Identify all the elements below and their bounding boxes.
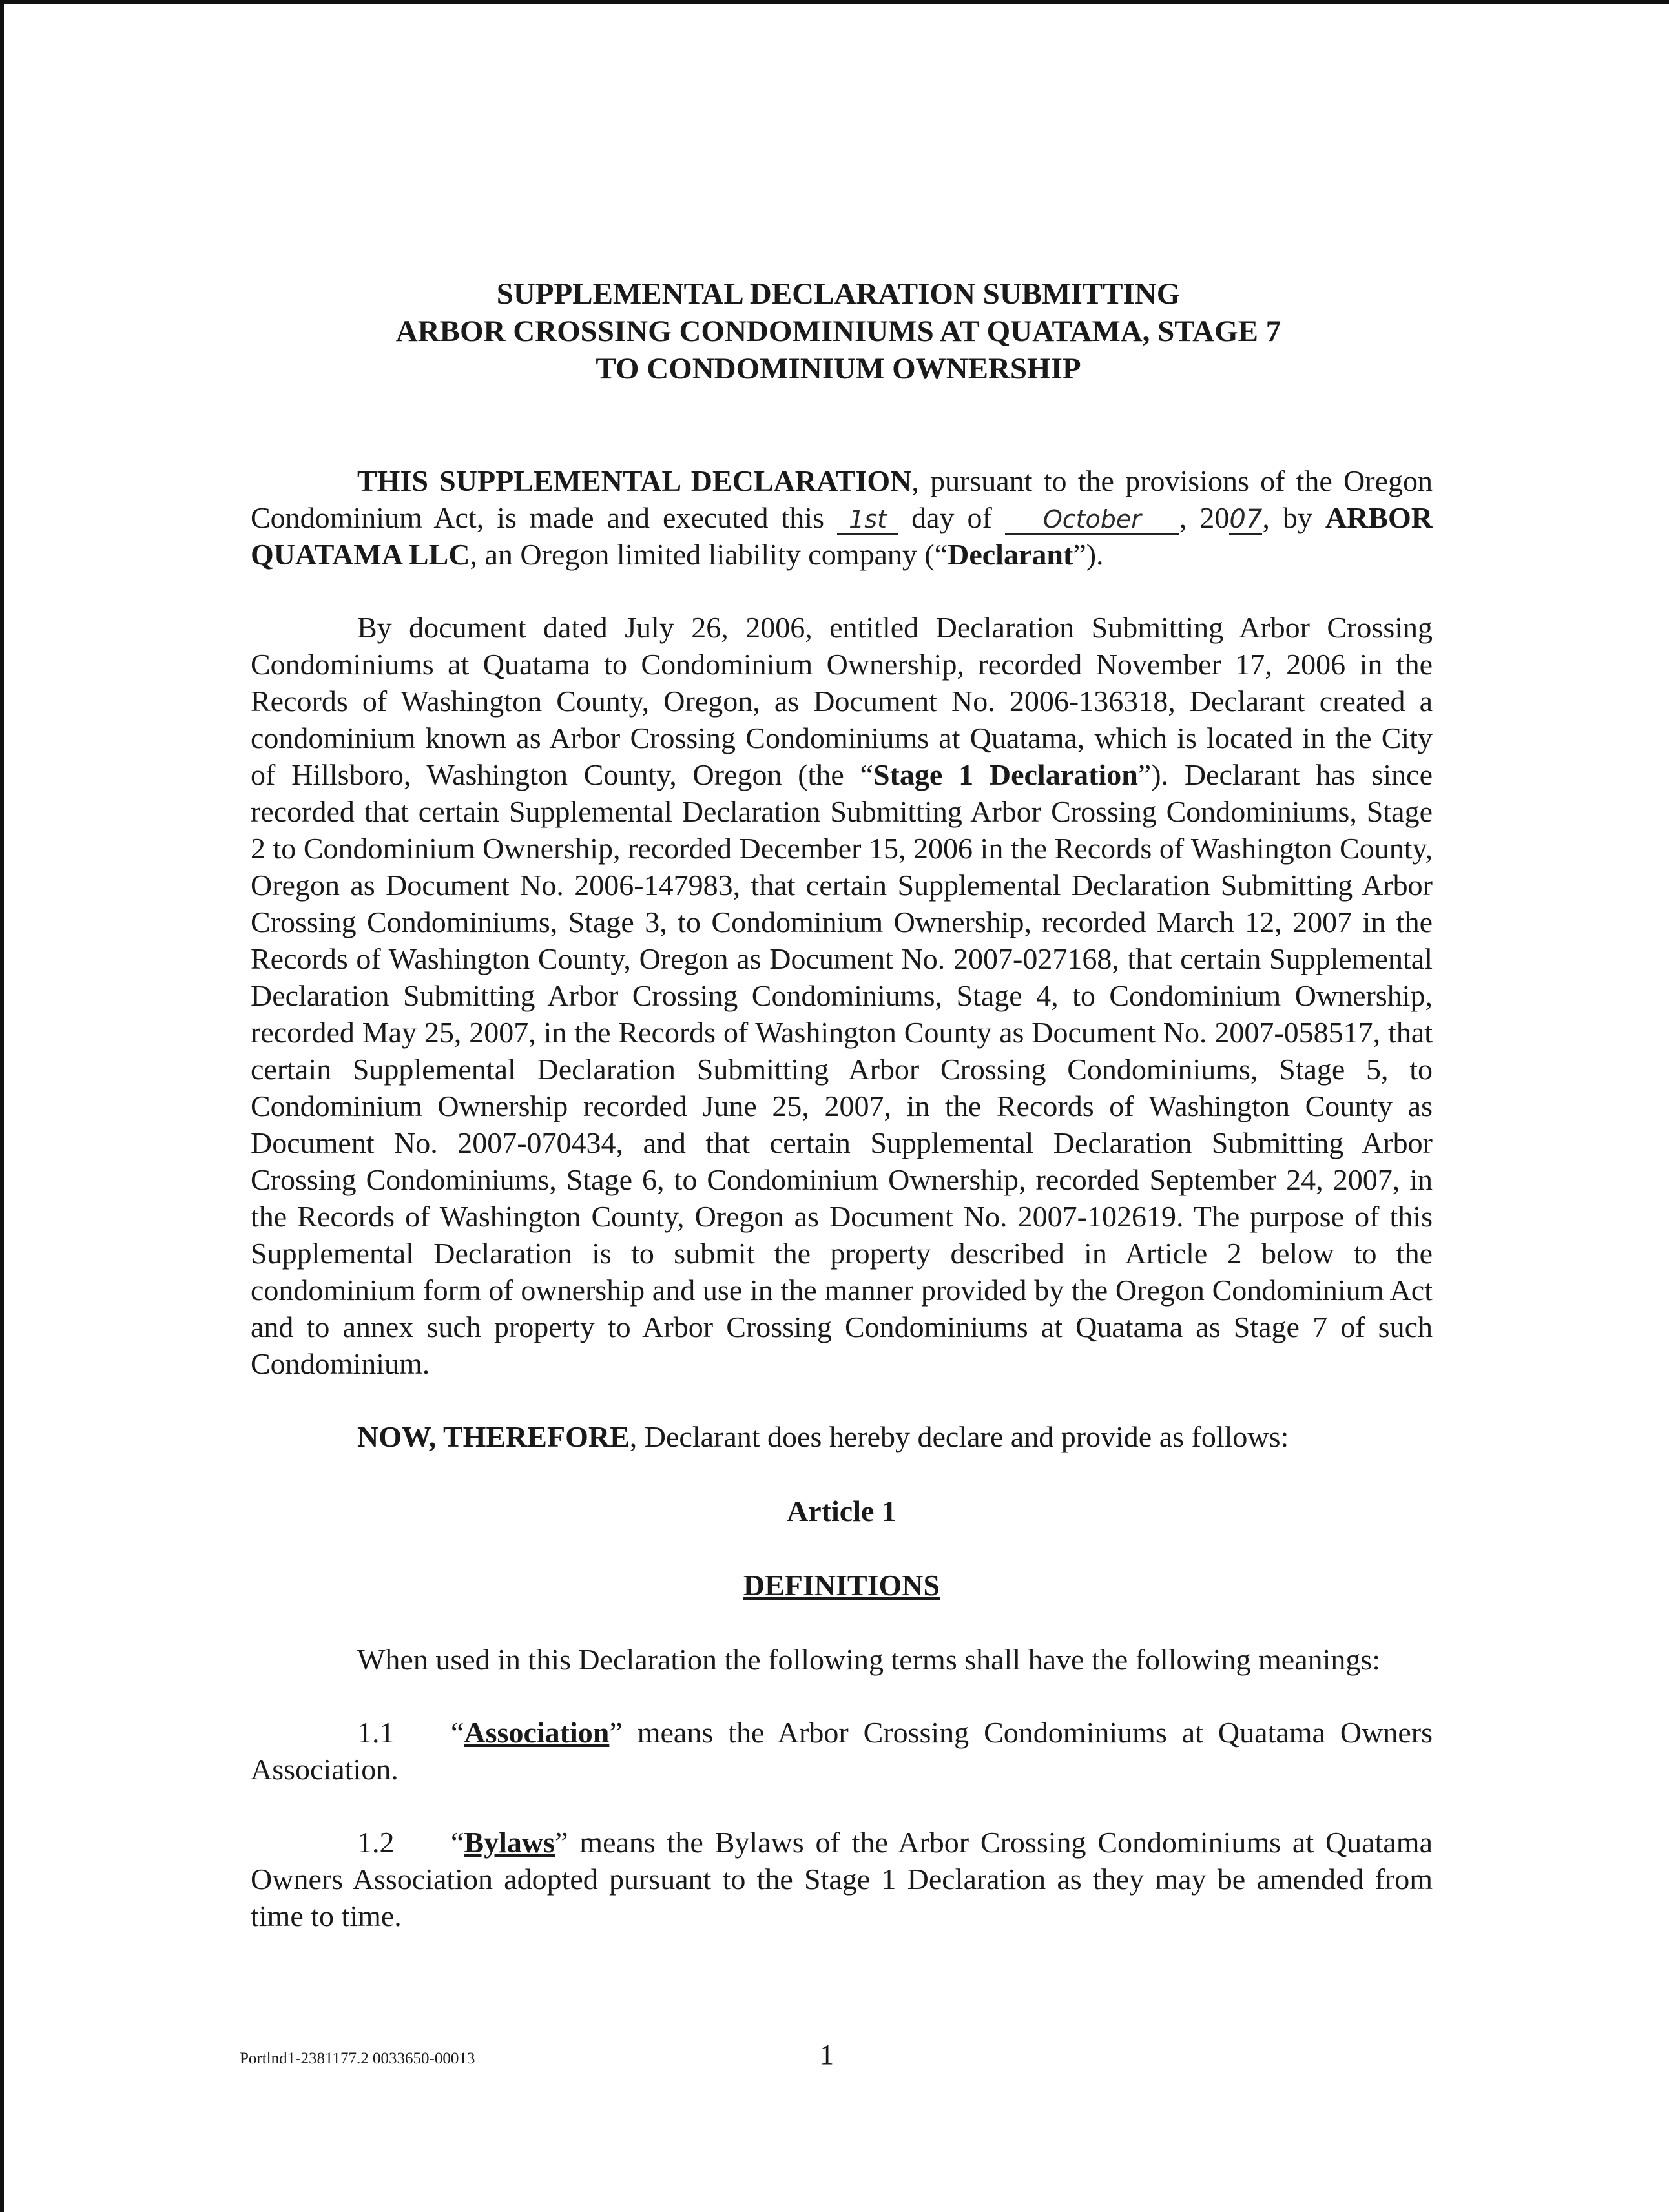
page-number: 1: [820, 2039, 834, 2071]
title-line-1: SUPPLEMENTAL DECLARATION SUBMITTING: [496, 277, 1181, 311]
now-therefore-text: , Declarant does hereby declare and provide as follows:: [629, 1420, 1289, 1453]
intro-text-2: day of: [898, 501, 1005, 534]
definition-number: 1.2: [357, 1826, 395, 1859]
definition-term: Association: [464, 1716, 610, 1749]
intro-text-5: , an Oregon limited liability company (“: [470, 538, 948, 571]
definition-number: 1.1: [357, 1716, 395, 1749]
definition-text: ” means the Arbor Crossing Condominiums at Quatama Owners Association.: [251, 1716, 1433, 1786]
handwritten-day: 1st: [837, 505, 898, 535]
handwritten-year: 07: [1229, 504, 1263, 534]
now-therefore-paragraph: [251, 1418, 1433, 1455]
article-subheading: [251, 1567, 1433, 1604]
footer-doc-id: Portlnd1-2381177.2 0033650-00013: [240, 2050, 475, 2067]
document-title: [4, 275, 1669, 388]
intro-paragraph: [251, 462, 1433, 573]
intro-text-3: , 20: [1179, 501, 1230, 534]
article-heading: Article 1: [787, 1494, 897, 1527]
declarant-term: Declarant: [948, 538, 1073, 571]
intro-text-6: ”).: [1073, 538, 1104, 571]
document-body: [251, 462, 1433, 1934]
declarant-name: ARBOR QUATAMA LLC: [251, 501, 1433, 571]
definition-item: [251, 1714, 1433, 1788]
recital-part-1: By document dated July 26, 2006, entitled Declaration Submitting Arbor Crossing Condominiums at Quatama to Condominium Ownership, recorded November 17, 2006 in the Records of Washington County, Oregon, as Document No. 2006-136318, Declarant created a condominium known as Arbor Crossing Condominiums at Quatama, which is located in the City of Hillsboro, Washington County, Oregon (the “: [251, 611, 1433, 791]
recital-paragraph: [251, 609, 1433, 1382]
definitions-heading: DEFINITIONS: [743, 1569, 940, 1602]
definitions-intro: When used in this Declaration the following terms shall have the following meanings:: [357, 1643, 1381, 1676]
now-therefore-lead: NOW, THEREFORE: [357, 1420, 630, 1453]
intro-text-4: , by: [1262, 501, 1325, 534]
definition-text: ” means the Bylaws of the Arbor Crossing Condominiums at Quatama Owners Association adopted pursuant to the Stage 1 Declaration as they may be amended from time to time.: [251, 1826, 1433, 1932]
open-quote: “: [451, 1716, 464, 1749]
handwritten-month: October: [1005, 505, 1179, 535]
recital-term: Stage 1 Declaration: [873, 758, 1138, 791]
recital-part-2: ”). Declarant has since recorded that certain Supplemental Declaration Submitting Arbor Crossing Condominiums, Stage 2 to Condominium Ownership, recorded December 15, 2006 in the Records of Washington County, Oregon as Document No. 2006-147983, that certain Supplemental Declaration Submitting Arbor Crossing Condominiums, Stage 3, to Condominium Ownership, recorded March 12, 2007 in the Records of Washington County, Oregon as Document No. 2007-027168, that certain Supplemental Declaration Submitting Arbor Crossing Condominiums, Stage 4, to Condominium Ownership, recorded May 25, 2007, in the Records of Washington County as Document No. 2007-058517, that certain Supplemental Declaration Submitting Arbor Crossing Condominiums, Stage 5, to Condominium Ownership recorded June 25, 2007, in the Records of Washington County as Document No. 2007-070434, and that certain Supplemental Declaration Submitting Arbor Crossing Condominiums, Stage 6, to Condominium Ownership, recorded September 24, 2007, in the Records of Washington County, Oregon as Document No. 2007-102619. The purpose of this Supplemental Declaration is to submit the property described in Article 2 below to the condominium form of ownership and use in the manner provided by the Oregon Condominium Act and to annex such property to Arbor Crossing Condominiums at Quatama as Stage 7 of such Condominium.: [251, 758, 1433, 1380]
title-line-2: ARBOR CROSSING CONDOMINIUMS AT QUATAMA, STAGE 7: [395, 315, 1281, 348]
intro-lead: THIS SUPPLEMENTAL DECLARATION: [357, 464, 912, 497]
title-line-3: TO CONDOMINIUM OWNERSHIP: [596, 352, 1081, 386]
definition-item: [251, 1824, 1433, 1934]
definition-term: Bylaws: [464, 1826, 555, 1859]
intro-text-1: , pursuant to the provisions of the Oregon Condominium Act, is made and executed this: [251, 464, 1433, 534]
open-quote: “: [451, 1826, 464, 1859]
